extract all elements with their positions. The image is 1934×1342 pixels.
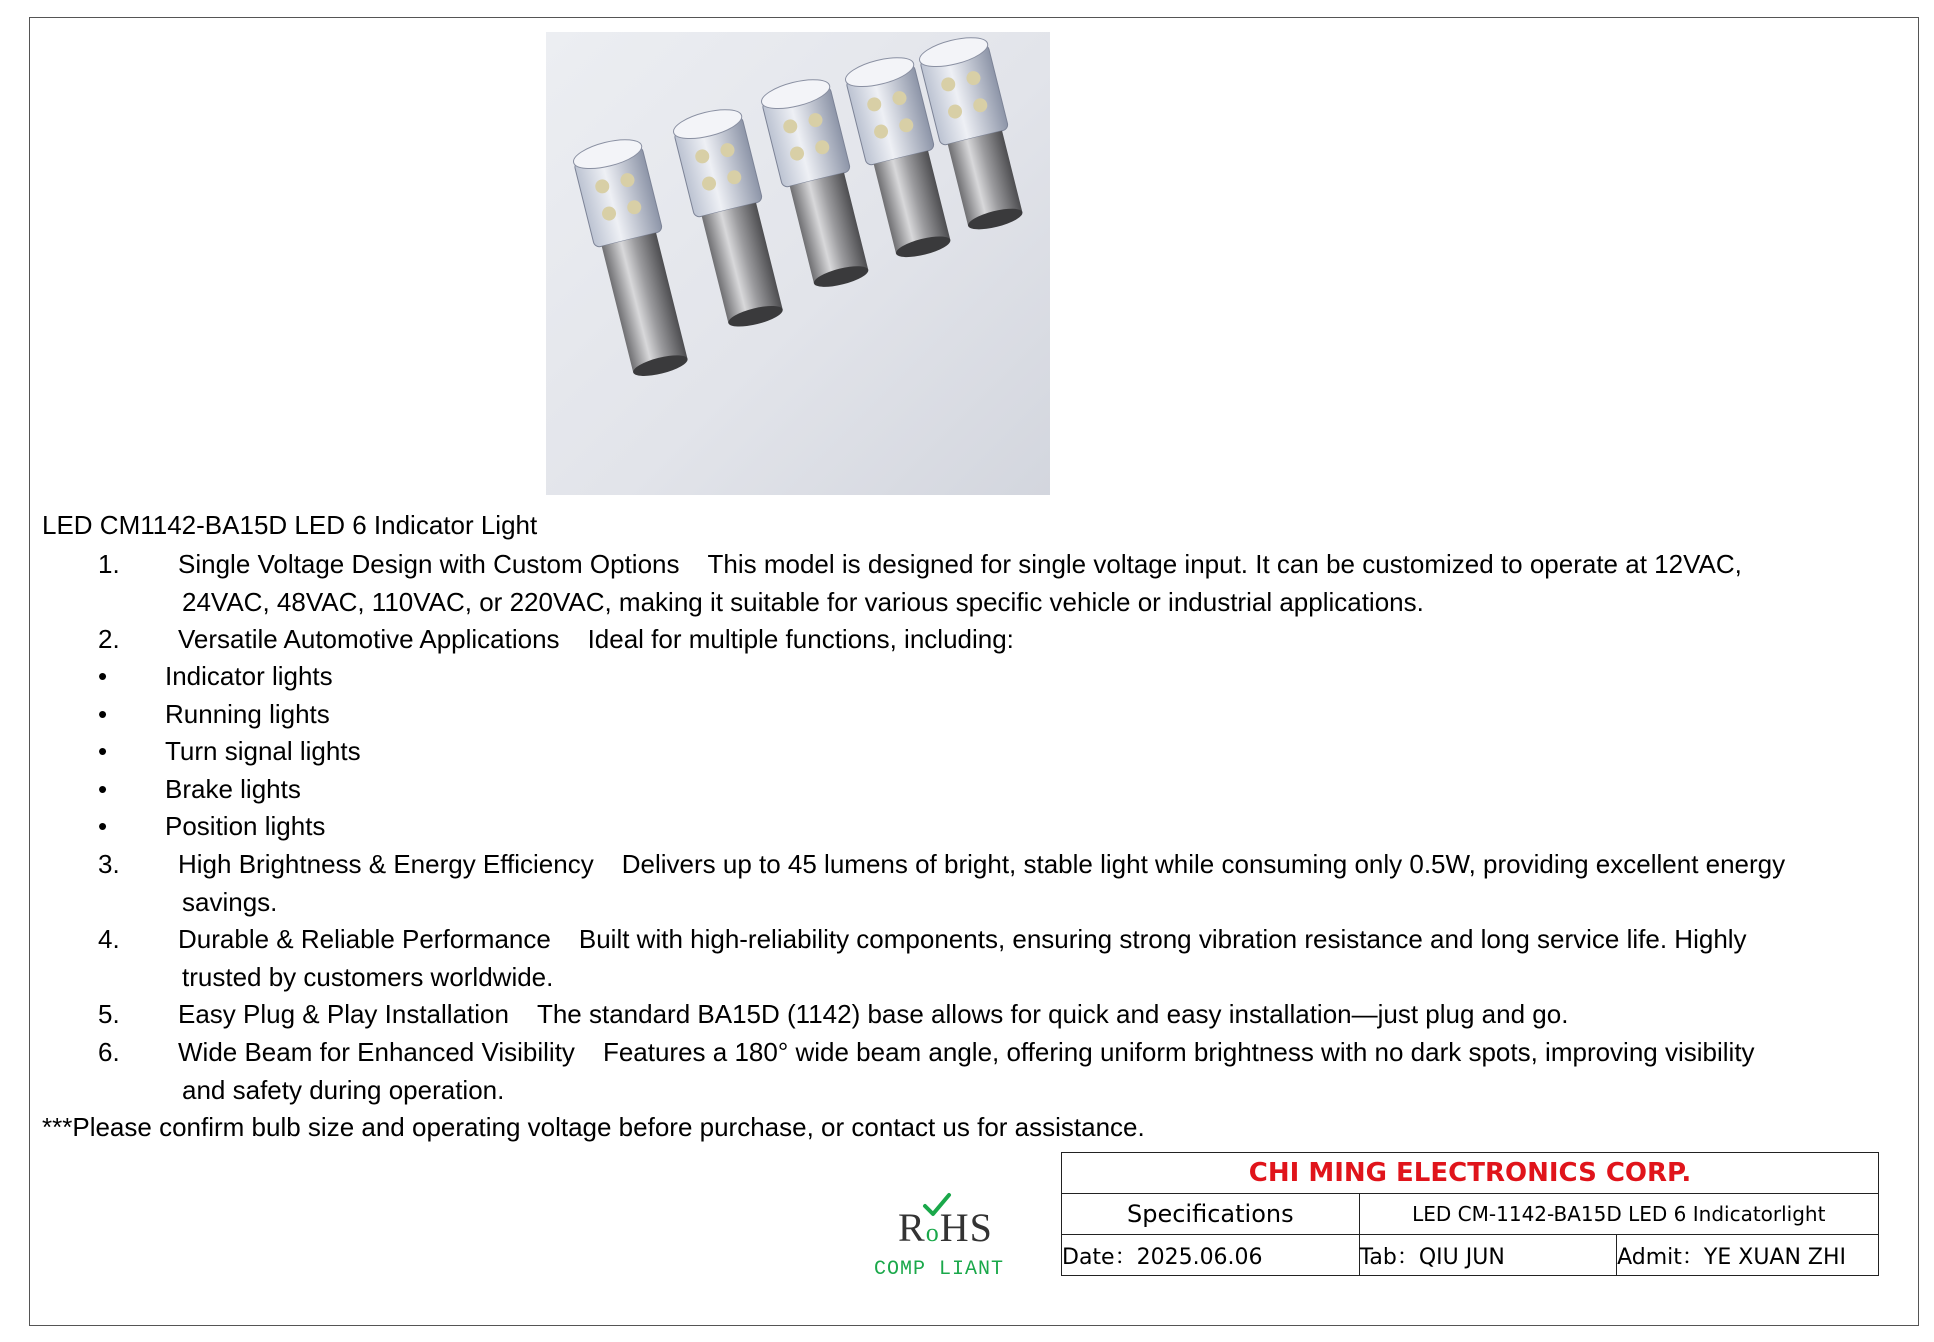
feature-number: 4. bbox=[98, 924, 120, 954]
feature-heading: Single Voltage Design with Custom Options bbox=[178, 549, 680, 579]
feature-heading: High Brightness & Energy Efficiency bbox=[178, 849, 594, 879]
spec-label: Specifications bbox=[1062, 1194, 1360, 1235]
feature-line bbox=[178, 546, 1742, 584]
purchase-note: ***Please confirm bulb size and operating voltage before purchase, or contact us for assistance. bbox=[42, 1112, 1145, 1142]
feature-line bbox=[178, 996, 1568, 1034]
feature-text: Built with high-reliability components, ensuring strong vibration resistance and long service life. Highly bbox=[578, 924, 1747, 954]
bullet-symbol: • bbox=[98, 699, 108, 729]
feature-heading: Versatile Automotive Applications bbox=[178, 624, 560, 654]
feature-heading: Easy Plug & Play Installation bbox=[178, 999, 509, 1029]
bullet-symbol: • bbox=[98, 661, 108, 691]
bullet-symbol: • bbox=[98, 736, 108, 766]
feature-number: 1. bbox=[98, 549, 120, 579]
feature-text: This model is designed for single voltage input. It can be customized to operate at 12VAC, bbox=[707, 549, 1742, 579]
product-photo bbox=[546, 32, 1050, 495]
feature-continuation: and safety during operation. bbox=[182, 1074, 505, 1105]
feature-heading: Wide Beam for Enhanced Visibility bbox=[178, 1037, 575, 1067]
feature-text: Delivers up to 45 lumens of bright, stable light while consuming only 0.5W, providing excellent energy bbox=[621, 849, 1786, 879]
bullet-text: Position lights bbox=[165, 811, 326, 841]
bullet-symbol: • bbox=[98, 811, 108, 841]
feature-line bbox=[178, 1034, 1755, 1072]
bullet-text: Brake lights bbox=[165, 774, 301, 804]
feature-text: Features a 180° wide beam angle, offering uniform brightness with no dark spots, improving visibility bbox=[602, 1037, 1755, 1067]
rohs-wordmark: RoHS bbox=[898, 1205, 993, 1250]
feature-number: 2. bbox=[98, 624, 120, 654]
feature-line bbox=[178, 846, 1785, 884]
feature-text: Ideal for multiple functions, including: bbox=[587, 624, 1014, 654]
date-cell: Date：2025.06.06 bbox=[1062, 1235, 1360, 1276]
bullet-text: Running lights bbox=[165, 699, 330, 729]
feature-continuation: 24VAC, 48VAC, 110VAC, or 220VAC, making it suitable for various specific vehicle or industrial applications. bbox=[182, 586, 1424, 617]
bullet-text: Indicator lights bbox=[165, 661, 333, 691]
feature-line bbox=[178, 921, 1747, 959]
feature-continuation: trusted by customers worldwide. bbox=[182, 961, 554, 992]
feature-line bbox=[178, 621, 1014, 659]
spec-table bbox=[1061, 1152, 1879, 1276]
product-title: LED CM1142-BA15D LED 6 Indicator Light bbox=[42, 510, 538, 540]
bullet-text: Turn signal lights bbox=[165, 736, 361, 766]
rohs-logo bbox=[872, 1192, 1022, 1292]
feature-heading: Durable & Reliable Performance bbox=[178, 924, 551, 954]
feature-number: 6. bbox=[98, 1037, 120, 1067]
tab-cell: Tab：QIU JUN bbox=[1359, 1235, 1617, 1276]
feature-text: The standard BA15D (1142) base allows for quick and easy installation—just plug and go. bbox=[536, 999, 1569, 1029]
feature-continuation: savings. bbox=[182, 886, 278, 917]
spec-value: LED CM-1142-BA15D LED 6 Indicatorlight bbox=[1359, 1194, 1878, 1235]
feature-number: 5. bbox=[98, 999, 120, 1029]
company-name: CHI MING ELECTRONICS CORP. bbox=[1062, 1153, 1879, 1194]
rohs-compliant-text: COMP LIANT bbox=[874, 1258, 1005, 1281]
admit-cell: Admit：YE XUAN ZHI bbox=[1617, 1235, 1879, 1276]
feature-number: 3. bbox=[98, 849, 120, 879]
bullet-symbol: • bbox=[98, 774, 108, 804]
